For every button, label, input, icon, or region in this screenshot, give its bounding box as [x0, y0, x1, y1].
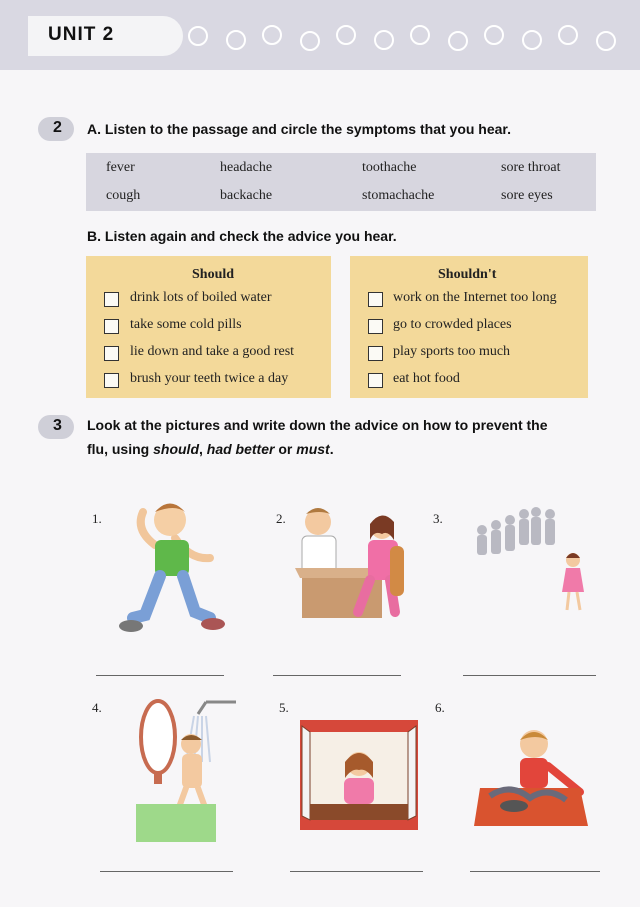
picture-4-label: 4.	[92, 700, 102, 715]
checkbox-should-1[interactable]	[104, 292, 119, 307]
symptom-word[interactable]: fever	[106, 160, 135, 175]
answer-line-3[interactable]	[463, 675, 596, 676]
symptom-word[interactable]: backache	[220, 188, 273, 203]
shouldnt-item: eat hot food	[393, 371, 460, 386]
unit-title: UNIT 2	[48, 24, 115, 45]
boy-leaving-messy-sofa-illustration	[470, 722, 600, 832]
section-3-instruction-line1: Look at the pictures and write down the advice on how to prevent the	[87, 417, 548, 433]
answer-line-1[interactable]	[96, 675, 224, 676]
doctor-and-girl-illustration	[290, 500, 415, 635]
symptom-word[interactable]: toothache	[362, 160, 417, 175]
picture-5-label: 5.	[279, 700, 289, 715]
symptom-word[interactable]: headache	[220, 160, 273, 175]
section-2-number: 2	[53, 119, 62, 136]
boy-stretching-illustration	[115, 490, 225, 640]
word-should: should	[153, 441, 199, 457]
answer-line-6[interactable]	[470, 871, 600, 872]
decorative-circles	[188, 22, 628, 54]
boy-in-shower-illustration	[136, 692, 246, 842]
shouldnt-box	[350, 256, 588, 398]
symptoms-box	[86, 153, 596, 211]
symptom-word[interactable]: cough	[106, 188, 141, 203]
checkbox-should-4[interactable]	[104, 373, 119, 388]
part-a-instruction: A. Listen to the passage and circle the symptoms that you hear.	[87, 121, 511, 137]
crowd-and-girl-illustration	[470, 500, 600, 620]
checkbox-should-2[interactable]	[104, 319, 119, 334]
answer-line-5[interactable]	[290, 871, 423, 872]
shouldnt-heading: Shouldn't	[438, 267, 497, 282]
checkbox-should-3[interactable]	[104, 346, 119, 361]
should-item: lie down and take a good rest	[130, 344, 295, 359]
should-heading: Should	[192, 267, 235, 282]
checkbox-shouldnt-2[interactable]	[368, 319, 383, 334]
shouldnt-item: go to crowded places	[393, 317, 512, 332]
answer-line-4[interactable]	[100, 871, 233, 872]
section-3-number: 3	[53, 417, 62, 434]
symptom-word[interactable]: sore eyes	[501, 188, 553, 203]
instr-text: or	[274, 441, 297, 457]
should-item: drink lots of boiled water	[130, 290, 272, 305]
picture-1-label: 1.	[92, 511, 102, 526]
instr-text: ,	[199, 441, 207, 457]
symptom-word[interactable]: sore throat	[501, 160, 561, 175]
checkbox-shouldnt-4[interactable]	[368, 373, 383, 388]
picture-2-label: 2.	[276, 511, 286, 526]
symptom-word[interactable]: stomachache	[362, 188, 435, 203]
answer-line-2[interactable]	[273, 675, 401, 676]
section-3-instruction-line2	[87, 441, 334, 457]
picture-3-label: 3.	[433, 511, 443, 526]
should-item: brush your teeth twice a day	[130, 371, 289, 386]
should-box	[86, 256, 331, 398]
word-had-better: had better	[206, 441, 275, 457]
picture-6-label: 6.	[435, 700, 445, 715]
shouldnt-item: play sports too much	[393, 344, 511, 359]
checkbox-shouldnt-1[interactable]	[368, 292, 383, 307]
word-must: must	[296, 441, 330, 457]
instr-text: .	[329, 441, 334, 457]
part-b-instruction: B. Listen again and check the advice you hear.	[87, 228, 397, 244]
shouldnt-item: work on the Internet too long	[393, 290, 557, 305]
checkbox-shouldnt-3[interactable]	[368, 346, 383, 361]
should-item: take some cold pills	[130, 317, 242, 332]
instr-text: flu, using	[87, 441, 154, 457]
girl-at-open-window-illustration	[300, 720, 418, 830]
